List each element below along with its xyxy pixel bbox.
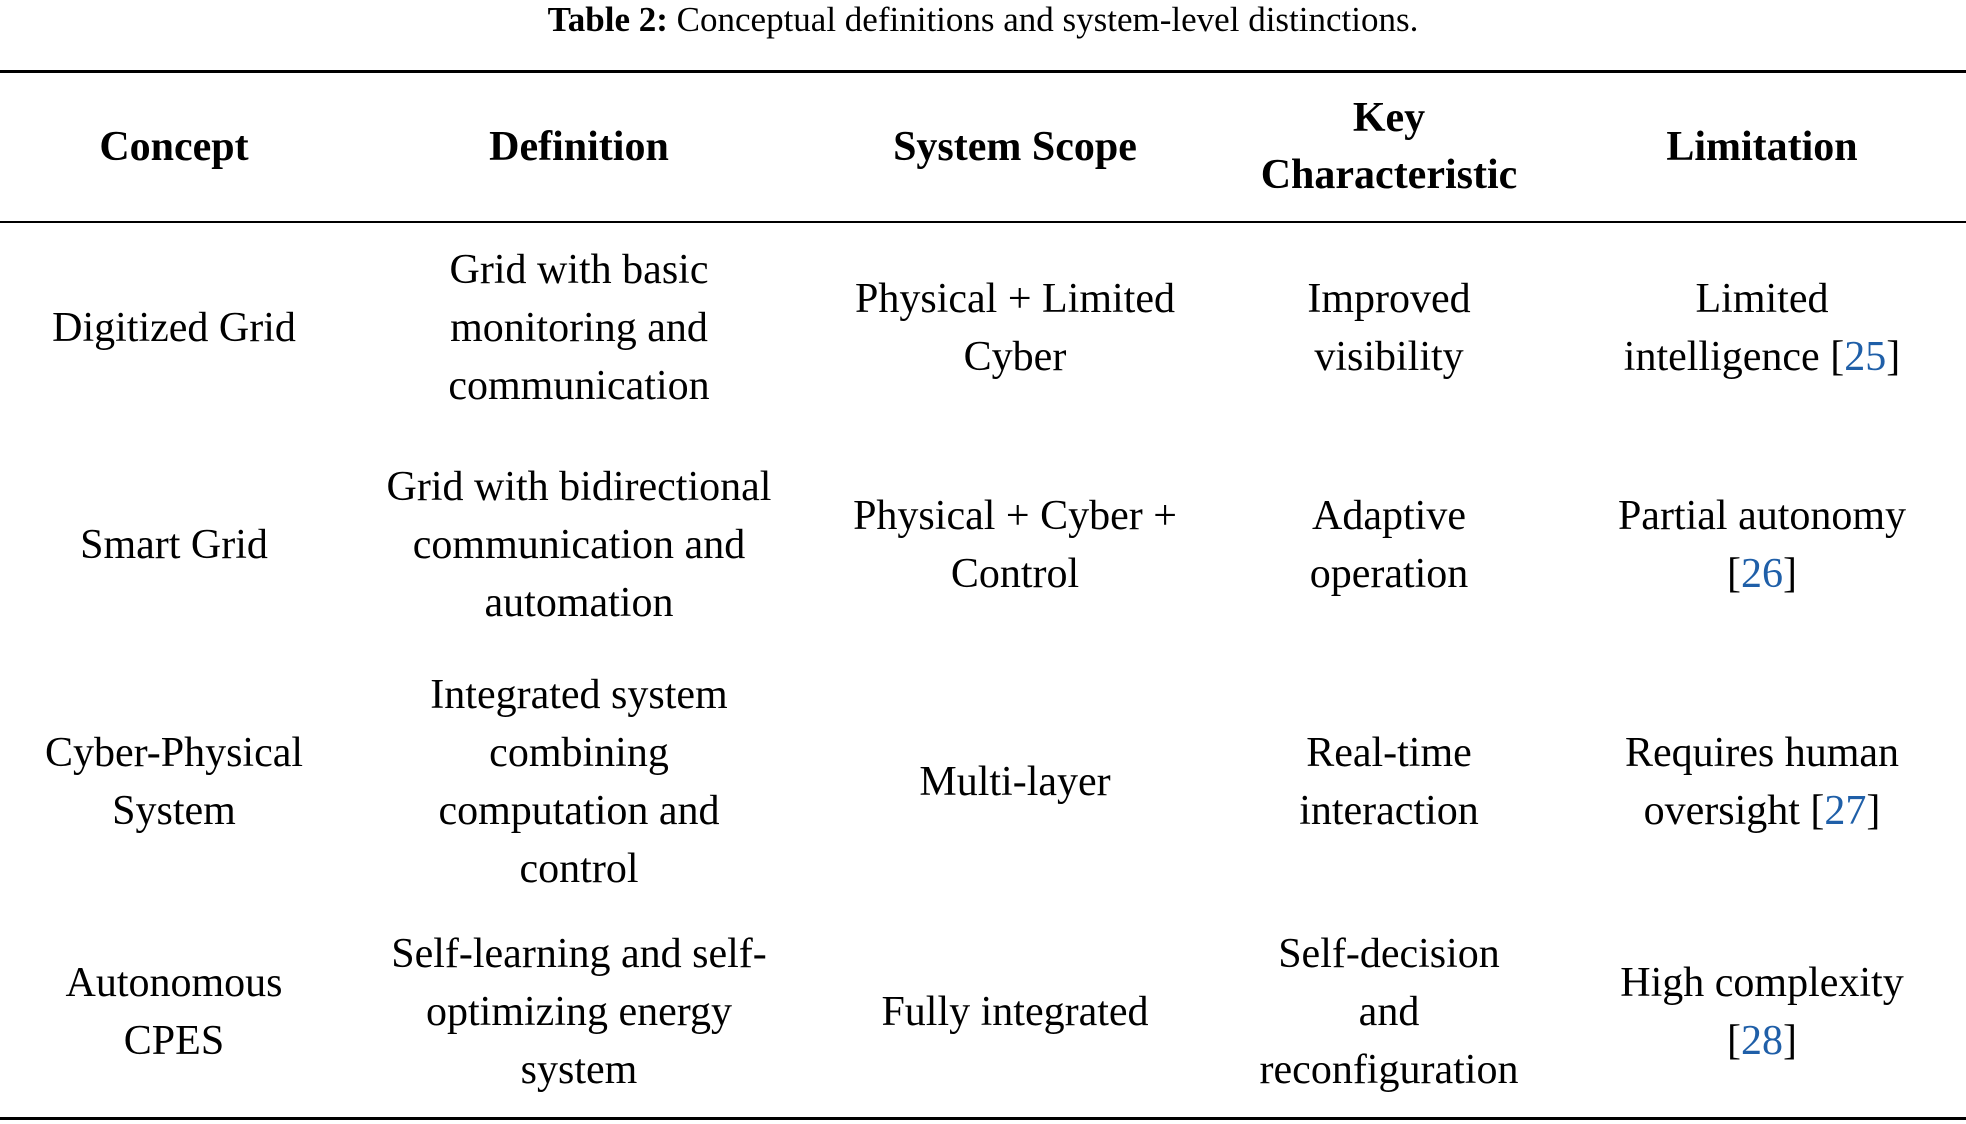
table-header-row — [0, 73, 1966, 221]
limitation-text: Partial autonomy — [1617, 493, 1907, 539]
cell-characteristic: Self-decision and reconfiguration — [1259, 931, 1519, 1093]
cell-concept: Cyber-Physical System — [44, 730, 304, 834]
header-key-characteristic: Key Characteristic — [1260, 95, 1518, 198]
table-row — [0, 907, 1966, 1117]
header-limitation: Limitation — [1666, 123, 1858, 170]
cell-definition: Grid with bidirectional communication and automation — [386, 464, 772, 626]
cell-definition: Self-learning and self-optimizing energy system — [391, 931, 767, 1093]
limitation-text: High complexity — [1620, 960, 1904, 1006]
cell-limitation — [1558, 433, 1966, 657]
cell-scope: Physical + Limited Cyber — [855, 276, 1175, 380]
citation[interactable]: [26] — [1727, 551, 1797, 597]
table-row — [0, 657, 1966, 907]
limitation-text: Limited intelligence — [1623, 276, 1829, 380]
cell-definition: Integrated system combining computation and control — [430, 672, 728, 892]
cell-characteristic: Improved visibility — [1307, 276, 1471, 380]
cell-scope: Physical + Cyber + Control — [853, 493, 1177, 597]
cell-limitation — [1558, 907, 1966, 1117]
cell-concept: Digitized Grid — [52, 305, 296, 351]
citation[interactable]: [25] — [1830, 334, 1901, 380]
cell-characteristic: Adaptive operation — [1309, 493, 1469, 597]
table-row — [0, 433, 1966, 657]
caption-text: Conceptual definitions and system-level distinctions. — [676, 0, 1419, 39]
cell-concept: Smart Grid — [80, 522, 268, 568]
bottom-rule — [0, 1117, 1966, 1120]
cell-concept: Autonomous CPES — [65, 960, 283, 1064]
cell-definition: Grid with basic monitoring and communication — [448, 247, 710, 409]
cell-limitation — [1558, 657, 1966, 907]
caption-label: Table 2: — [547, 0, 668, 39]
cell-scope: Multi-layer — [919, 759, 1111, 805]
table-body — [0, 223, 1966, 1117]
table-row — [0, 223, 1966, 433]
citation[interactable]: [28] — [1727, 1018, 1797, 1064]
cell-scope: Fully integrated — [881, 989, 1149, 1035]
citation[interactable]: [27] — [1810, 788, 1881, 834]
header-concept: Concept — [99, 123, 249, 170]
cell-limitation — [1558, 223, 1966, 433]
table-caption — [0, 0, 1966, 44]
header-definition: Definition — [489, 123, 669, 170]
limitation-text: Requires human oversight — [1624, 730, 1900, 834]
header-system-scope: System Scope — [893, 123, 1137, 170]
cell-characteristic: Real-time interaction — [1299, 730, 1479, 834]
